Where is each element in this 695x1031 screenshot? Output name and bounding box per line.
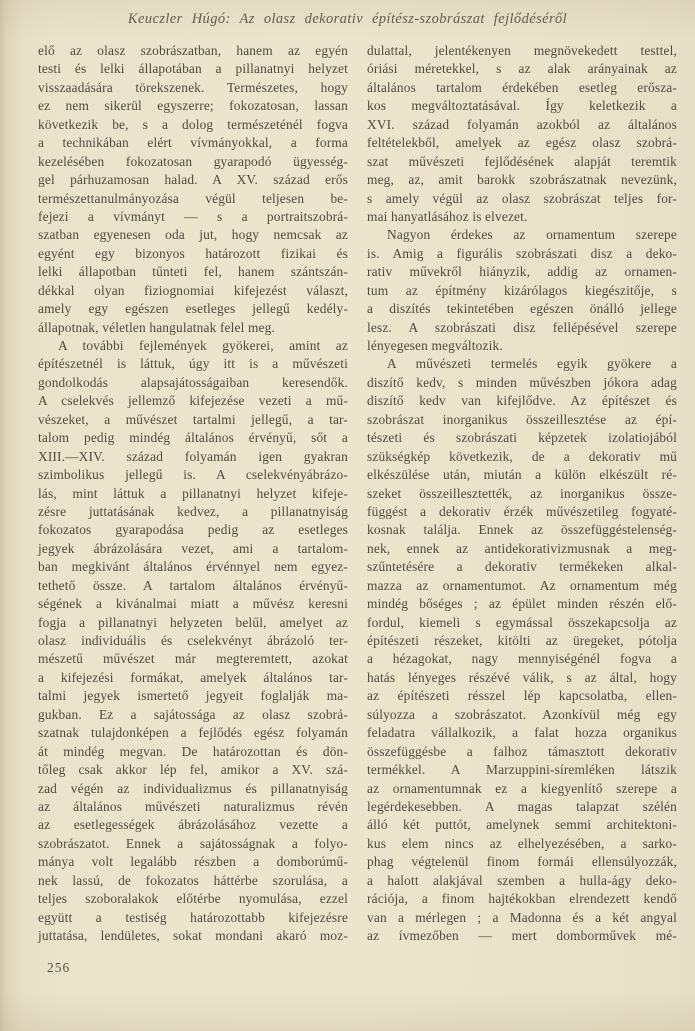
- text-line: szobrászat inorganikus összeillesztése az épí-: [367, 411, 677, 427]
- text-line: az esetlegességek ábrázolásához vezette a: [38, 817, 348, 833]
- text-line: amely egy egészen esetleges jellegű kedély-: [38, 301, 348, 317]
- text-line: jegyek ábrázolására vezet, ami a tartalom-: [38, 540, 348, 556]
- text-line: legérdekesebben. A magas talapzat szélén: [367, 798, 677, 814]
- text-line: állapotnak, véletlen hangulatnak felel meg.: [38, 319, 275, 335]
- text-line: feladatra vállalkozik, a falat hozza organikus: [367, 725, 677, 741]
- text-line: szobrászatot. Ennek a sajátosságnak a folyo-: [38, 835, 348, 851]
- text-line: phag végtelenül finom formái ellensúlyozzák,: [367, 854, 677, 870]
- text-line: elkészülése után, miután a külön elkészült ré-: [367, 467, 677, 483]
- text-line: ez nem sikerül egyszerre; fokozatosan, lassan: [38, 98, 348, 114]
- text-column-right: [367, 43, 677, 946]
- text-column-left: [38, 43, 348, 946]
- text-line: a halott alakjával szemben a hulla-ágy deko-: [367, 872, 677, 888]
- text-line: dékkal olyan fiziognomiai kifejezést választ,: [38, 282, 348, 298]
- text-line: is. Amig a figurális szobrászati disz a deko-: [367, 245, 677, 261]
- text-line: XIII.—XIV. század folyamán igen gyakran: [38, 448, 348, 464]
- text-line: az ornamentumnak ez a kiegyenlítő szerepe a: [367, 780, 677, 796]
- text-line: szeket összeillesztették, az inorganikus össze-: [367, 485, 677, 501]
- text-line: összefüggésbe a falhoz támasztott dekorativ: [367, 743, 677, 759]
- text-line: meg, az, amit barokk szobrászatnak nevezünk,: [367, 172, 677, 188]
- text-line: építészeti részeket, kitölti az üregeket, pótolja: [367, 633, 677, 648]
- text-line: egyént egy bizonyos határozott fizikai és: [38, 245, 348, 261]
- text-line: fokozatos gyarapodása pedig az esetleges: [38, 522, 348, 538]
- text-line: a diszítés tekintetében egészen önálló jellege: [367, 301, 677, 317]
- text-line: az általános művészeti naturalizmus révén: [38, 798, 348, 814]
- text-line: szat művészeti fejlődésének alapját teremtik: [367, 153, 677, 169]
- text-line: tészeti és szobrászati képzetek izolatiojából: [367, 430, 677, 446]
- text-line: át mindég megvan. De határozottan és dön-: [38, 743, 348, 759]
- text-line: zad végén az individualizmus és pillanatnyiság: [38, 780, 348, 796]
- text-line: lényegesen megváltozik.: [367, 338, 503, 353]
- text-line: gel párhuzamosan halad. A XV. század erős: [38, 172, 348, 188]
- text-line: mai hanyatlásához is elvezet.: [367, 208, 528, 224]
- text-line: az építészeti résszel lép kapcsolatba, ellen-: [367, 688, 677, 704]
- text-line: nek, ennek az antidekorativizmusnak a meg-: [367, 540, 677, 556]
- text-line: a kifejezési formákat, amelyek általános tar-: [38, 669, 348, 685]
- text-line: olasz individuális és cselekvényt ábrázoló ter-: [38, 633, 348, 648]
- text-line: kus elem nincs az elhelyezésében, a sarko-: [367, 835, 677, 851]
- text-line: elő az olasz szobrászatban, hanem az egyén: [38, 43, 348, 58]
- text-line: A művészeti termelés egyik gyökere a: [387, 356, 677, 372]
- text-line: teljes szoboralakok előtérbe nyomulása, ezzel: [38, 891, 348, 907]
- text-line: rációja, a finom hajtékokban elrendezett kendő: [367, 891, 677, 907]
- text-line: mánya volt legalább részben a domborúmű-: [38, 854, 348, 870]
- text-line: juttatása, lendületes, sokat mondani akaró moz-: [38, 928, 348, 943]
- text-line: s amely végül az olasz szobrászat teljes for-: [367, 190, 677, 206]
- text-line: függést a dekorativ érzék művészetileg fogyaté-: [367, 503, 677, 519]
- text-line: kosnak találja. Ennek az összefüggéstelenség-: [367, 522, 677, 538]
- text-line: fordul, kiemeli s egymással összekapcsolja az: [367, 614, 677, 630]
- text-line: szatban egyenesen oda jut, hogy nemcsak az: [38, 227, 348, 243]
- text-line: ségének a kivánalmai miatt a művész keresni: [38, 596, 348, 612]
- text-line: kezelésében fokozatosan gyarapodó ügyesség-: [38, 153, 348, 169]
- text-line: álló két puttót, amelynek semmi architektoni-: [367, 817, 677, 833]
- text-line: ban megkivánt általános érvénnyel nem egyez-: [38, 559, 348, 575]
- text-line: lelki állapotban tűnteti fel, hanem szántszán-: [38, 264, 348, 280]
- text-line: építészetnél is láttuk, úgy itt is a művészeti: [38, 356, 348, 372]
- text-line: mészetű művészet már megteremtett, azokat: [38, 651, 348, 667]
- text-line: tum az építmény kizárólagos kiegészitője, s: [367, 282, 677, 298]
- text-line: óriási méretekkel, s az alak arányainak az: [367, 61, 677, 77]
- text-line: lás, mint láttuk a pillanatnyi helyzet kifeje-: [38, 485, 348, 501]
- text-line: A cselekvés jellemző kifejezése vezeti a mű-: [38, 393, 348, 409]
- text-line: Nagyon érdekes az ornamentum szerepe: [387, 227, 677, 243]
- text-line: kos megváltoztatásával. Így keletkezik a: [367, 98, 677, 114]
- text-line: rativ művekről hiányzik, addig az ornamen-: [367, 264, 677, 280]
- text-line: természettanulmányozása végül teljesen be-: [38, 190, 348, 206]
- text-line: fejezi a vívmányt — s a portraitszobrá-: [38, 208, 348, 224]
- text-line: termékkel. A Marzuppini-síremléken látszik: [367, 762, 677, 778]
- text-line: általános tartalom érdekében esetleg erősza-: [367, 79, 677, 95]
- text-line: gukban. Ez a sajátossága az olasz szobrá-: [38, 706, 348, 722]
- text-line: hatás lényeges részévé válik, s az által, hogy: [367, 669, 677, 685]
- text-line: talmi jegyek ismertető jegyeit foglalják ma-: [38, 688, 348, 704]
- text-line: a hézagokat, nagy mennyiségénél fogva a: [367, 651, 677, 667]
- text-line: feltételekből, amelyek az egész olasz szobrá-: [367, 135, 677, 151]
- text-line: XVI. század folyamán azokból az általános: [367, 116, 677, 132]
- text-line: nek lassú, de fokozatos háttérbe szorulása, a: [38, 872, 348, 888]
- text-line: együtt a testiség határozottabb kifejezésre: [38, 909, 348, 925]
- text-line: súlyozza a szobrászatot. Azonkívül még egy: [367, 706, 677, 722]
- text-line: szimbolikus jellegű is. A cselekvényábrázo-: [38, 467, 348, 483]
- text-line: vészeket, a művészet tartalmi jellegű, a tar-: [38, 411, 348, 427]
- text-line: tőleg csak akkor lép fel, amikor a XV. szá-: [38, 762, 348, 778]
- page-number: 256: [47, 960, 71, 975]
- text-line: A további fejlemények gyökerei, amint az: [58, 338, 348, 353]
- text-line: van a mérlegen ; a Madonna és a két angyal: [367, 909, 677, 925]
- text-line: visszaadására törekszenek. Természetes, hogy: [38, 79, 348, 95]
- text-line: a technikában elért vívmányokkal, a forma: [38, 135, 348, 151]
- text-line: tethető össze. A tartalom általános érvényű-: [38, 577, 348, 593]
- text-line: szükségkép következik, de a dekorativ mű: [367, 448, 677, 464]
- text-line: zésre juttatásának kedvez, a pillanatnyiság: [38, 503, 348, 519]
- text-line: diszítő kedv van kifejlődve. Az építészet és: [367, 393, 677, 409]
- text-line: fogja a pillanatnyi helyzeten belűl, amelyet az: [38, 614, 348, 630]
- text-columns: [0, 28, 695, 946]
- text-line: dulattal, jelentékenyen megnövekedett testtel,: [367, 43, 677, 58]
- text-line: diszítő kedv, s minden művészben jókora adag: [367, 374, 677, 390]
- running-header: Keuczler Húgó: Az olasz dekorativ építész-szobrászat fejlődéséről: [127, 11, 568, 27]
- text-line: gondolkodás alapsajátosságaiban keresendők.: [38, 374, 348, 390]
- text-line: lesz. A szobrászati disz fellépésével szerepe: [367, 319, 677, 335]
- text-line: az ívmezőben — mert domborművek mé-: [367, 928, 677, 943]
- text-line: mindég bőséges ; az épület minden részén elő-: [367, 596, 677, 612]
- text-line: következik be, s a dolog természeténél fogva: [38, 116, 348, 132]
- text-line: mazza az ornamentumot. Az ornamentum még: [367, 577, 677, 593]
- text-line: talom pedig mindég általános érvényű, sőt a: [38, 430, 348, 446]
- text-line: szatnak tulajdonképen a fejlődés egész folyamán: [38, 725, 348, 741]
- scanned-book-page: [0, 11, 695, 1031]
- text-line: testi és lelki állapotában a pillanatnyi helyzet: [38, 61, 348, 77]
- text-line: szűntetésére a dekorativ termékeken alkal-: [367, 559, 677, 575]
